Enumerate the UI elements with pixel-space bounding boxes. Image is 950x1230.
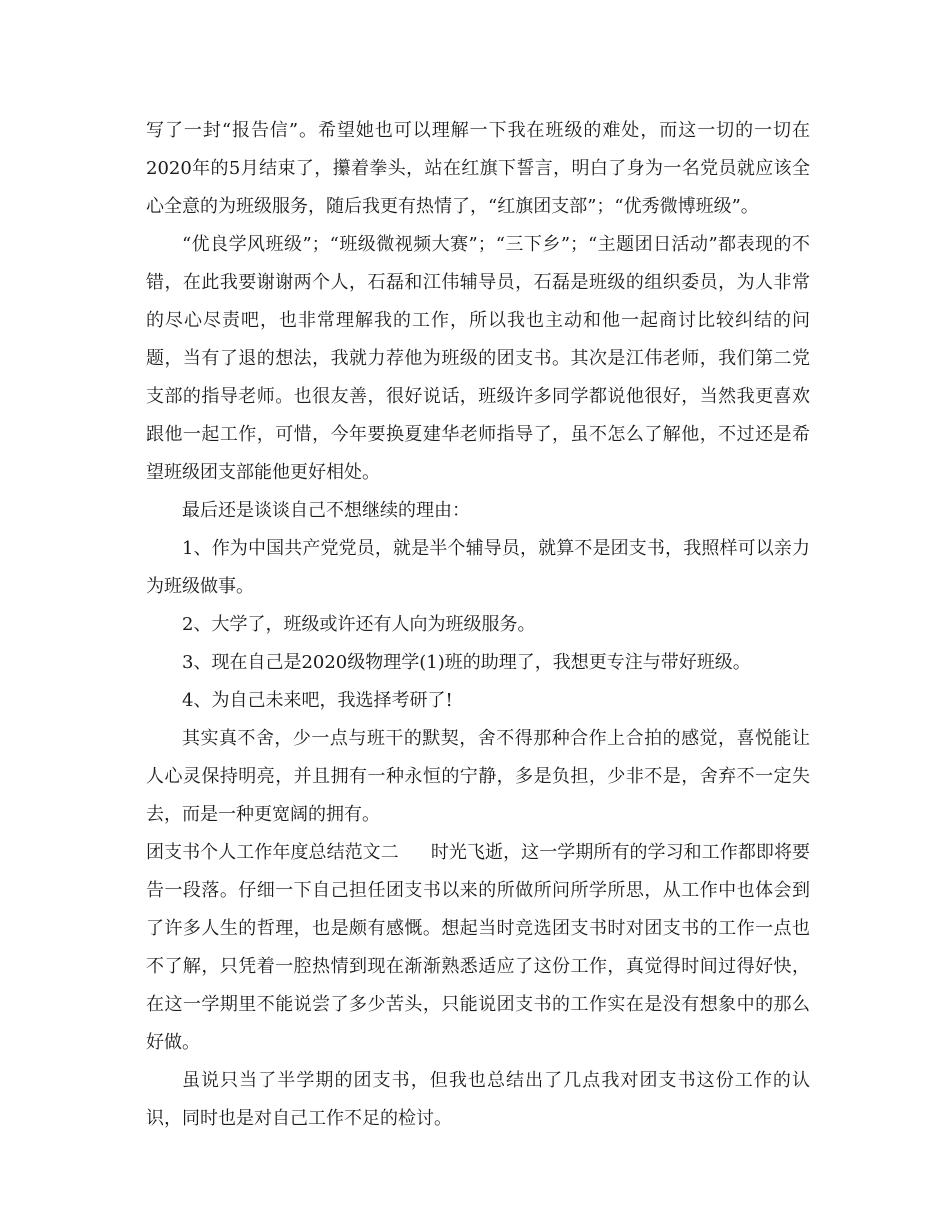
section-first-paragraph: 时光飞逝，这一学期所有的学习和工作都即将要告一段落。仔细一下自己担任团支书以来的所做所问所学所思，从工作中也体会到了许多人生的哲理，也是颇有感慨。想起当时竞选团支书时对团支书的工作一点也不了解，只凭着一腔热情到现在渐渐熟悉适应了这份工作，真觉得时间过得好快，在这一学期里不能说尝了多少苦头，只能说团支书的工作实在是没有想象中的那么好做。: [146, 842, 811, 1053]
paragraph-class-honors: “优良学风班级”；“班级微视频大赛”；“三下乡”；“主题团日活动”都表现的不错，在此我要谢谢两个人，石磊和江伟辅导员，石磊是班级的组织委员，为人非常的尽心尽责吧，也非常理解我的工作，所以我也主动和他一起商讨比较纠结的问题，当有了退的想法，我就力荐他为班级的团支书。其次是江伟老师，我们第二党支部的指导老师。也很友善，很好说话，班级许多同学都说他很好，当然我更喜欢跟他一起工作，可惜，今年要换夏建华老师指导了，虽不怎么了解他，不过还是希望班级团支部能他更好相处。: [146, 234, 810, 483]
document-body: [146, 112, 810, 1138]
list-item-reason-1: 1、作为中国共产党党员，就是半个辅导员，就算不是团支书，我照样可以亲力为班级做事。: [146, 538, 810, 597]
paragraph-reasons-intro: 最后还是谈谈自己不想继续的理由：: [182, 500, 470, 521]
section-title: 团支书个人工作年度总结范文二: [146, 842, 399, 863]
paragraph-closing: 虽说只当了半学期的团支书，但我也总结出了几点我对团支书这份工作的认识，同时也是对自己工作不足的检讨。: [146, 1070, 810, 1129]
paragraph-report-letter: 写了一封“报告信”。希望她也可以理解一下我在班级的难处，而这一切的一切在2020年的5月结束了，攥着拳头，站在红旗下誓言，明白了身为一名党员就应该全心全意的为班级服务，随后我更有热情了，“红旗团支部”；“优秀微博班级”。: [146, 120, 810, 217]
list-item-reason-4: 4、为自己未来吧，我选择考研了!: [182, 690, 453, 711]
list-item-reason-3: 3、现在自己是2020级物理学(1)班的助理了，我想更专注与带好班级。: [182, 652, 751, 673]
list-item-reason-2: 2、大学了，班级或许还有人向为班级服务。: [182, 614, 536, 635]
section-two: [146, 834, 810, 1062]
paragraph-farewell: 其实真不舍，少一点与班干的默契，舍不得那种合作上合拍的感觉，喜悦能让人心灵保持明亮，并且拥有一种永恒的宁静，多是负担，少非不是，舍弃不一定失去，而是一种更宽阔的拥有。: [146, 728, 810, 825]
